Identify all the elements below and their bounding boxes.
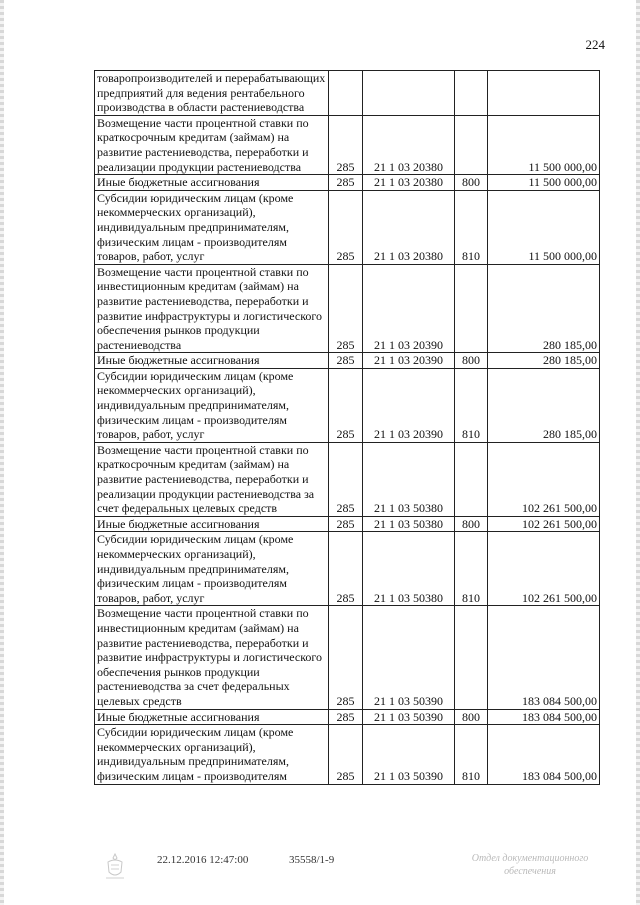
row-name-cell: Возмещение части процентной ставки по инвестиционным кредитам (займам) на развитие растениеводства, переработки и развитие инфраструктуры и логистического обеспечения рынков продукции растениеводства за счет федеральных целевых средств (95, 606, 329, 709)
row-ved-cell: 285 (329, 442, 363, 516)
table-row (95, 71, 600, 116)
table-row (95, 532, 600, 606)
row-csr-cell: 21 1 03 20390 (363, 353, 455, 369)
row-ved-cell: 285 (329, 532, 363, 606)
row-ved-cell: 285 (329, 606, 363, 709)
row-vr-cell (455, 606, 488, 709)
row-sum-cell: 102 261 500,00 (488, 516, 600, 532)
row-ved-cell: 285 (329, 368, 363, 442)
row-name-cell: Иные бюджетные ассигнования (95, 175, 329, 191)
row-name-cell: товаропроизводителей и перерабатывающих предприятий для ведения рентабельного производства в области растениеводства (95, 71, 329, 116)
emblem-icon (103, 852, 127, 882)
table-row (95, 264, 600, 353)
row-name-cell: Субсидии юридическим лицам (кроме некоммерческих организаций), индивидуальным предпринимателям, физическим лицам - производителям (95, 725, 329, 784)
row-csr-cell: 21 1 03 50380 (363, 516, 455, 532)
budget-table-body (95, 71, 600, 785)
row-vr-cell: 810 (455, 368, 488, 442)
row-vr-cell: 810 (455, 190, 488, 264)
row-csr-cell: 21 1 03 50390 (363, 725, 455, 784)
table-row (95, 606, 600, 709)
row-vr-cell: 810 (455, 725, 488, 784)
row-vr-cell: 800 (455, 175, 488, 191)
scan-edge-right (636, 0, 640, 905)
row-name-cell: Иные бюджетные ассигнования (95, 516, 329, 532)
row-vr-cell: 800 (455, 516, 488, 532)
row-sum-cell: 102 261 500,00 (488, 442, 600, 516)
row-ved-cell: 285 (329, 264, 363, 353)
row-sum-cell: 183 084 500,00 (488, 725, 600, 784)
row-csr-cell: 21 1 03 20380 (363, 115, 455, 174)
row-csr-cell (363, 71, 455, 116)
row-csr-cell: 21 1 03 20380 (363, 175, 455, 191)
row-name-cell: Субсидии юридическим лицам (кроме некоммерческих организаций), индивидуальным предпринимателям, физическим лицам - производителям товаров, работ, услуг (95, 532, 329, 606)
footer-stamp: Отдел документационного обеспечения (471, 853, 589, 877)
row-name-cell: Возмещение части процентной ставки по инвестиционным кредитам (займам) на развитие растениеводства, переработки и развитие инфраструктуры и логистического обеспечения рынков продукции растениеводства (95, 264, 329, 353)
row-ved-cell: 285 (329, 190, 363, 264)
row-ved-cell: 285 (329, 175, 363, 191)
row-csr-cell: 21 1 03 20390 (363, 368, 455, 442)
row-name-cell: Возмещение части процентной ставки по краткосрочным кредитам (займам) на развитие растениеводства, переработки и реализации продукции растениеводства (95, 115, 329, 174)
table-row (95, 175, 600, 191)
row-vr-cell: 800 (455, 353, 488, 369)
table-row (95, 368, 600, 442)
row-vr-cell: 810 (455, 532, 488, 606)
row-vr-cell: 800 (455, 709, 488, 725)
row-csr-cell: 21 1 03 50390 (363, 709, 455, 725)
row-ved-cell: 285 (329, 353, 363, 369)
table-row (95, 115, 600, 174)
row-name-cell: Возмещение части процентной ставки по краткосрочным кредитам (займам) на развитие растениеводства, переработки и реализации продукции растениеводства за счет федеральных целевых средств (95, 442, 329, 516)
row-vr-cell (455, 442, 488, 516)
table-row (95, 725, 600, 784)
table-row (95, 190, 600, 264)
row-sum-cell: 280 185,00 (488, 368, 600, 442)
row-sum-cell (488, 71, 600, 116)
footer-datetime: 22.12.2016 12:47:00 (157, 854, 249, 866)
row-csr-cell: 21 1 03 50380 (363, 442, 455, 516)
row-csr-cell: 21 1 03 50390 (363, 606, 455, 709)
row-sum-cell: 102 261 500,00 (488, 532, 600, 606)
row-sum-cell: 11 500 000,00 (488, 115, 600, 174)
row-vr-cell (455, 115, 488, 174)
row-name-cell: Субсидии юридическим лицам (кроме некоммерческих организаций), индивидуальным предпринимателям, физическим лицам - производителям товаров, работ, услуг (95, 368, 329, 442)
table-row (95, 709, 600, 725)
row-sum-cell: 280 185,00 (488, 353, 600, 369)
row-ved-cell: 285 (329, 516, 363, 532)
budget-table (94, 70, 600, 785)
row-ved-cell: 285 (329, 709, 363, 725)
scan-edge-left (0, 0, 4, 905)
page-number: 224 (585, 37, 605, 52)
row-ved-cell: 285 (329, 115, 363, 174)
row-name-cell: Иные бюджетные ассигнования (95, 353, 329, 369)
row-sum-cell: 280 185,00 (488, 264, 600, 353)
footer-doc-number: 35558/1-9 (289, 854, 335, 866)
row-vr-cell (455, 264, 488, 353)
row-vr-cell (455, 71, 488, 116)
row-ved-cell (329, 71, 363, 116)
row-name-cell: Субсидии юридическим лицам (кроме некоммерческих организаций), индивидуальным предпринимателям, физическим лицам - производителям товаров, работ, услуг (95, 190, 329, 264)
row-sum-cell: 183 084 500,00 (488, 709, 600, 725)
row-sum-cell: 11 500 000,00 (488, 175, 600, 191)
row-ved-cell: 285 (329, 725, 363, 784)
page-footer (0, 850, 640, 895)
row-name-cell: Иные бюджетные ассигнования (95, 709, 329, 725)
row-csr-cell: 21 1 03 20390 (363, 264, 455, 353)
row-sum-cell: 11 500 000,00 (488, 190, 600, 264)
table-row (95, 442, 600, 516)
table-row (95, 353, 600, 369)
row-csr-cell: 21 1 03 20380 (363, 190, 455, 264)
table-row (95, 516, 600, 532)
row-sum-cell: 183 084 500,00 (488, 606, 600, 709)
row-csr-cell: 21 1 03 50380 (363, 532, 455, 606)
